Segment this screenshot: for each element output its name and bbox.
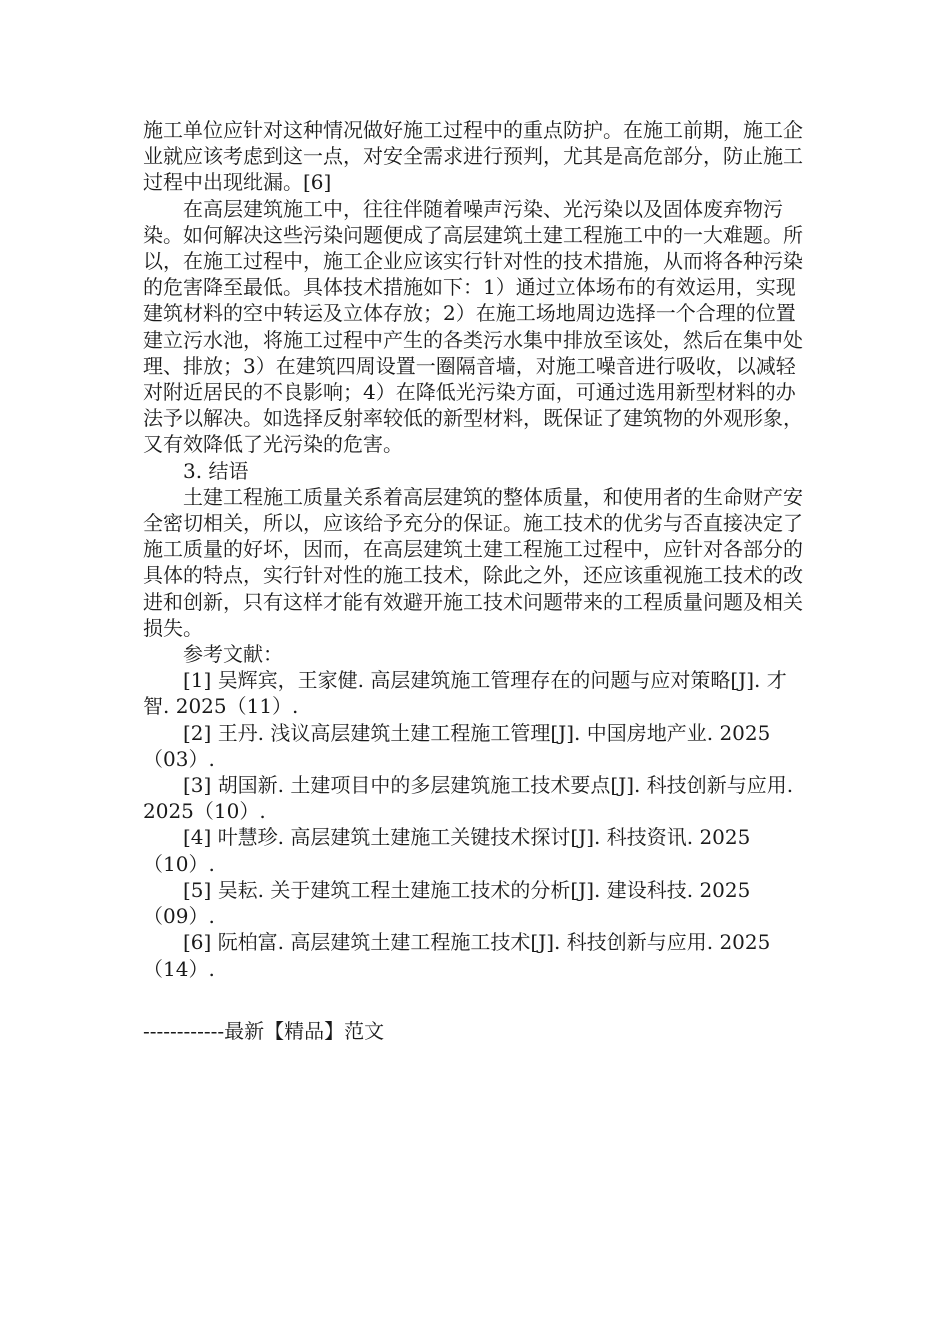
reference-item-4: [4] 叶慧珍. 高层建筑土建施工关键技术探讨[J]. 科技资讯. 2025（10）. [143, 825, 751, 876]
reference-item-2: [2] 王丹. 浅议高层建筑土建工程施工管理[J]. 中国房地产业. 2025（03）. [143, 720, 771, 771]
paragraph-continuation: 施工单位应针对这种情况做好施工过程中的重点防护。在施工前期，施工企业就应该考虑到这一点，对安全需求进行预判，尤其是高危部分，防止施工过程中出现纰漏。[6] [143, 118, 803, 195]
document-body [143, 117, 813, 982]
reference-item-5: [5] 吴耘. 关于建筑工程土建施工技术的分析[J]. 建设科技. 2025（09）. [143, 877, 751, 929]
paragraph-pollution-measures: 在高层建筑施工中，往往伴随着噪声污染、光污染以及固体废弃物污染。如何解决这些污染问题便成了高层建筑土建工程施工中的一大难题。所以，在施工过程中，施工企业应该实行针对性的技术措施，从而将各种污染的危害降至最低。具体技术措施如下：1）通过立体场布的有效运用，实现建筑材料的空中转运及立体存放；2）在施工场地周边选择一个合理的位置建立污水池，将施工过程中产生的各类污水集中排放至该处，然后在集中处理、排放；3）在建筑四周设置一圈隔音墙，对施工噪音进行吸收，以减轻对附近居民的不良影响；4）在降低光污染方面，可通过选用新型材料的办法予以解决。如选择反射率较低的新型材料，既保证了建筑物的外观形象，又有效降低了光污染的危害。 [143, 196, 803, 457]
section-heading-conclusion: 3. 结语 [183, 458, 249, 483]
paragraph-conclusion: 土建工程施工质量关系着高层建筑的整体质量，和使用者的生命财产安全密切相关，所以，应该给予充分的保证。施工技术的优劣与否直接决定了施工质量的好坏，因而，在高层建筑土建工程施工过程中，应针对各部分的具体的特点，实行针对性的施工技术，除此之外，还应该重视施工技术的改进和创新，只有这样才能有效避开施工技术问题带来的工程质量问题及相关损失。 [143, 484, 803, 640]
reference-item-3: [3] 胡国新. 土建项目中的多层建筑施工技术要点[J]. 科技创新与应用. 2025（10）. [143, 773, 800, 824]
footer-tagline: ------------最新【精品】范文 [143, 1019, 385, 1043]
reference-item-1: [1] 吴辉宾，王家健. 高层建筑施工管理存在的问题与应对策略[J]. 才智. 2025（11）. [143, 668, 787, 719]
references-heading: 参考文献： [183, 642, 283, 667]
reference-item-6: [6] 阮柏富. 高层建筑土建工程施工技术[J]. 科技创新与应用. 2025（14）. [143, 930, 771, 981]
